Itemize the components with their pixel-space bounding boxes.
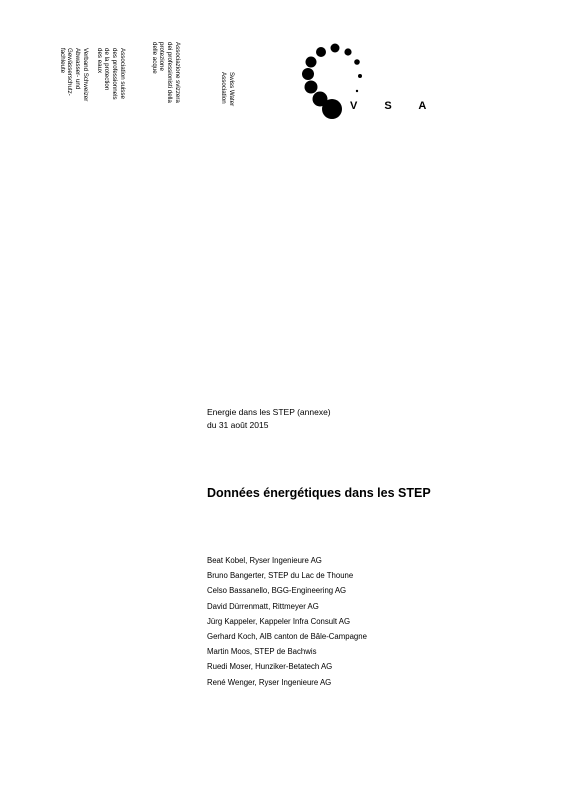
org-line: Gewässerschutz-: [66, 48, 74, 96]
org-name-german: [58, 48, 89, 101]
document-date: du 31 août 2015: [207, 420, 269, 430]
author-item: Bruno Bangerter, STEP du Lac de Thoune: [207, 571, 354, 581]
org-line: Abwasser- und: [74, 48, 82, 90]
logo-dot: [354, 59, 360, 65]
org-line: Swiss Water: [228, 72, 235, 107]
org-name-french: [95, 48, 126, 100]
logo-dot: [313, 92, 328, 107]
logo-dot: [331, 44, 340, 53]
author-item: Jürg Kappeler, Kappeler Infra Consult AG: [207, 616, 351, 626]
org-name-italian: [150, 42, 181, 103]
org-line: dei professionisti della: [166, 42, 174, 103]
logo-dot: [316, 47, 326, 57]
org-line: fachleute: [58, 48, 66, 74]
author-item: Martin Moos, STEP de Bachwis: [207, 647, 317, 657]
org-line: Association suisse: [119, 48, 126, 99]
org-line: Verband Schweizer: [82, 48, 89, 102]
logo-dot: [358, 74, 362, 78]
logo-wordmark: V S A: [350, 100, 439, 112]
logo-dot: [302, 68, 314, 80]
document-meta: [207, 406, 331, 432]
logo-dot: [306, 57, 317, 68]
logo-dot: [356, 90, 358, 92]
author-list: [207, 553, 367, 690]
author-item: Celso Bassanello, BGG-Engineering AG: [207, 586, 347, 596]
org-line: des professionnels: [111, 48, 119, 100]
logo-dot: [305, 81, 318, 94]
org-line: des eaux: [95, 48, 103, 74]
document-title: Données énergétiques dans les STEP: [207, 486, 431, 500]
author-item: René Wenger, Ryser Ingenieure AG: [207, 677, 332, 687]
author-item: Beat Kobel, Ryser Ingenieure AG: [207, 556, 322, 565]
document-series: Energie dans les STEP (annexe): [207, 407, 331, 417]
org-line: de la protection: [103, 48, 111, 91]
author-item: Gerhard Koch, AIB canton de Bâle-Campagne: [207, 632, 367, 642]
org-line: delle acque: [150, 42, 158, 74]
logo-dot: [344, 48, 351, 55]
org-line: Association: [220, 72, 228, 104]
org-line: protezione: [158, 42, 166, 71]
org-name-english: [219, 72, 235, 106]
author-item: David Dürrenmatt, Rittmeyer AG: [207, 601, 319, 611]
author-item: Ruedi Moser, Hunziker-Betatech AG: [207, 662, 333, 672]
org-line: Associazione svizzera: [174, 42, 181, 103]
